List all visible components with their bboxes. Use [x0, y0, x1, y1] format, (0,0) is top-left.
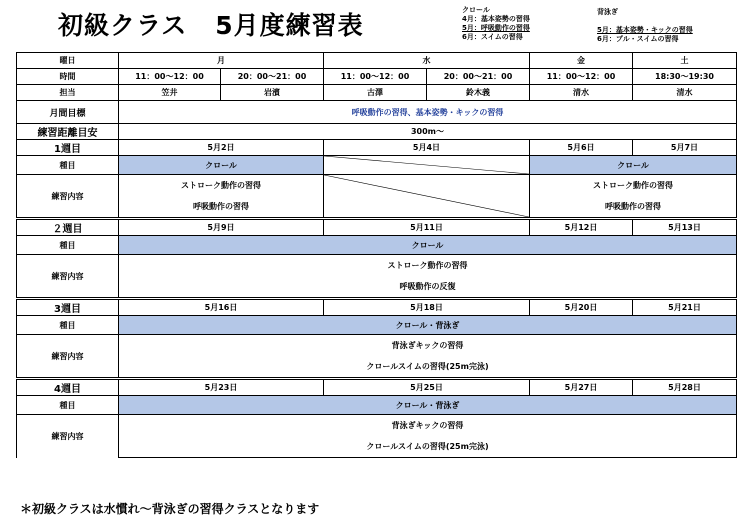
schedule-table [16, 52, 737, 458]
content-cell: ストローク動作の習得 [119, 255, 737, 277]
date-cell: 5月21日 [633, 299, 737, 316]
event-cell: クロール・背泳ぎ [119, 396, 737, 415]
event-label: 種目 [17, 236, 119, 255]
week-4-row [17, 379, 737, 396]
backstroke-note-line: 6月：プル・スイムの習得 [597, 35, 679, 43]
diagonal-line [324, 175, 529, 217]
date-cell: 5月20日 [530, 299, 633, 316]
day-friday: 金 [530, 53, 633, 69]
date-cell: 5月27日 [530, 379, 633, 396]
coach-cell: 清水 [633, 85, 737, 101]
content-cell: ストローク動作の習得 [119, 175, 324, 197]
coach-cell: 清水 [530, 85, 633, 101]
goal-label: 月間目標 [17, 101, 119, 124]
coach-row [17, 85, 737, 101]
practice-distance: 300m～ [119, 124, 737, 140]
event-cell: クロール [119, 236, 737, 255]
coach-cell: 岩濱 [221, 85, 324, 101]
event-row [17, 156, 737, 175]
distance-row [17, 124, 737, 140]
date-cell: 5月9日 [119, 219, 324, 236]
time-cell: 11：00～12：00 [119, 69, 221, 85]
content-cell: ストローク動作の習得 [530, 175, 737, 197]
diagonal-line [324, 156, 529, 174]
date-cell: 5月25日 [324, 379, 530, 396]
content-cell: クロールスイムの習得(25m完泳) [119, 436, 737, 458]
date-cell: 5月28日 [633, 379, 737, 396]
week-1-row [17, 140, 737, 156]
date-cell: 5月2日 [119, 140, 324, 156]
event-cell: クロール [119, 156, 324, 175]
time-cell: 11：00～12：00 [324, 69, 427, 85]
time-cell: 18:30～19:30 [633, 69, 737, 85]
date-cell: 5月23日 [119, 379, 324, 396]
coach-cell: 笠井 [119, 85, 221, 101]
date-cell: 5月7日 [633, 140, 737, 156]
content-cell: 呼吸動作の習得 [119, 196, 324, 219]
week-label: 1週目 [17, 140, 119, 156]
content-row [17, 356, 737, 379]
day-monday: 月 [119, 53, 324, 69]
backstroke-note-line: 5月：基本姿勢・キックの習得 [597, 26, 693, 34]
event-cell: クロール [530, 156, 737, 175]
backstroke-notes-heading: 背泳ぎ [597, 8, 618, 16]
time-row [17, 69, 737, 85]
date-cell: 5月12日 [530, 219, 633, 236]
day-label: 曜日 [17, 53, 119, 69]
content-cell: 背泳ぎキックの習得 [119, 335, 737, 357]
content-row [17, 276, 737, 299]
event-label: 種目 [17, 316, 119, 335]
event-label: 種目 [17, 156, 119, 175]
content-row [17, 415, 737, 437]
monthly-goal: 呼吸動作の習得、基本姿勢・キックの習得 [119, 101, 737, 124]
date-cell: 5月13日 [633, 219, 737, 236]
content-cell: 背泳ぎキックの習得 [119, 415, 737, 437]
content-row [17, 436, 737, 458]
backstroke-notes [597, 8, 693, 44]
week-label: ２週目 [17, 219, 119, 236]
week-label: 4週目 [17, 379, 119, 396]
content-label: 練習内容 [17, 255, 119, 299]
crawl-note-line: 5月：呼吸動作の習得 [462, 24, 530, 32]
content-cell: 呼吸動作の習得 [530, 196, 737, 219]
crawl-notes-heading: クロール [462, 6, 490, 14]
coach-cell: 古澤 [324, 85, 427, 101]
event-empty-cell [324, 156, 530, 175]
month-title: 5月度練習表 [215, 11, 364, 40]
date-cell: 5月16日 [119, 299, 324, 316]
goal-row [17, 101, 737, 124]
crawl-note-line: 6月：スイムの習得 [462, 33, 523, 41]
time-cell: 11：00～12：00 [530, 69, 633, 85]
content-label: 練習内容 [17, 335, 119, 379]
time-cell: 20：00～21：00 [221, 69, 324, 85]
content-cell: 呼吸動作の反復 [119, 276, 737, 299]
day-saturday: 土 [633, 53, 737, 69]
time-label: 時間 [17, 69, 119, 85]
crawl-notes [462, 6, 530, 42]
coach-label: 担当 [17, 85, 119, 101]
date-cell: 5月6日 [530, 140, 633, 156]
coach-cell: 鈴木義 [427, 85, 530, 101]
date-cell: 5月11日 [324, 219, 530, 236]
content-cell: クロールスイムの習得(25m完泳) [119, 356, 737, 379]
event-row [17, 236, 737, 255]
crawl-note-line: 4月：基本姿勢の習得 [462, 15, 530, 23]
footnote: ＊初級クラスは水慣れ～背泳ぎの習得クラスとなります [20, 502, 320, 516]
content-label: 練習内容 [17, 175, 119, 219]
event-row [17, 396, 737, 415]
week-2-row [17, 219, 737, 236]
event-cell: クロール・背泳ぎ [119, 316, 737, 335]
week-3-row [17, 299, 737, 316]
content-row [17, 335, 737, 357]
content-row [17, 175, 737, 197]
class-title: 初級クラス [58, 11, 188, 40]
content-row [17, 255, 737, 277]
event-label: 種目 [17, 396, 119, 415]
event-row [17, 316, 737, 335]
content-empty-cell [324, 175, 530, 219]
day-row [17, 53, 737, 69]
day-wednesday: 水 [324, 53, 530, 69]
time-cell: 20：00～21：00 [427, 69, 530, 85]
date-cell: 5月4日 [324, 140, 530, 156]
content-label: 練習内容 [17, 415, 119, 458]
page-title [58, 6, 364, 42]
week-label: 3週目 [17, 299, 119, 316]
distance-label: 練習距離目安 [17, 124, 119, 140]
date-cell: 5月18日 [324, 299, 530, 316]
